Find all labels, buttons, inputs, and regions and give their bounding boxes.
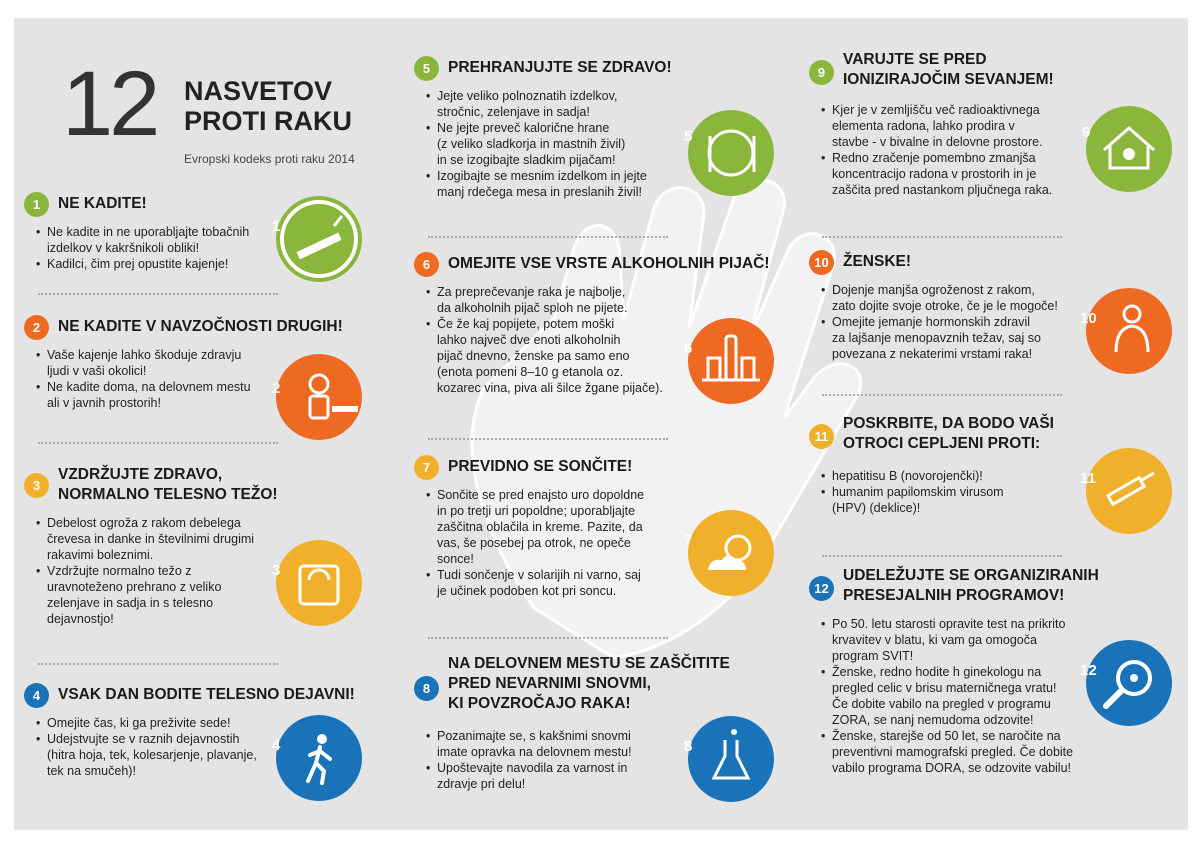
bullet: • Vzdržujte normalno težo z uravnoteženo prehrano z veliko zelenjave in sadja in s telesno dejavnostjo!	[36, 563, 286, 627]
bullet: • Sončite se pred enajsto uro dopoldne in po tretji uri popoldne; uporabljajte zaščitna oblačila in kreme. Pazite, da vas, še posebej pa otrok, ne opeče sonce!	[426, 487, 686, 567]
bullet: • Vaše kajenje lahko škoduje zdravju ljudi v vaši okolici!	[36, 347, 286, 379]
separator	[38, 442, 278, 444]
bullet: • Udejstvujte se v raznih dejavnostih (hitra hoja, tek, kolesarjenje, plavanje, tek na smučeh)!	[36, 731, 286, 779]
tip-title-line: NA DELOVNEM MESTU SE ZAŠČITITE	[448, 655, 730, 672]
syringe-icon	[1080, 448, 1172, 534]
passive-smoking-icon	[272, 354, 362, 440]
tip-title: ŽENSKE!	[843, 253, 912, 270]
tip-title-line: KI POVZROČAJO RAKA!	[448, 695, 631, 712]
alcohol-icon	[684, 318, 774, 404]
bullet: • Ne jejte preveč kalorične hrane (z veliko sladkorja in mastnih živil) in se izogibajte sladkim pijačam!	[426, 120, 676, 168]
tip-title-line: OTROCI CEPLJENI PROTI:	[843, 435, 1041, 452]
tip-number-badge: 1	[24, 192, 49, 217]
bullet: • Upoštevajte navodila za varnost in zdravje pri delu!	[426, 760, 676, 792]
bullet: • Dojenje manjša ogroženost z rakom, zato dojite svoje otroke, če je le mogoče!	[821, 282, 1076, 314]
tip-title-line: VZDRŽUJTE ZDRAVO,	[58, 466, 223, 483]
tip-number-badge: 6	[414, 252, 439, 277]
tip-number-badge: 8	[414, 676, 439, 701]
tip-bullets	[821, 468, 1076, 516]
tip-title: OMEJITE VSE VRSTE ALKOHOLNIH PIJAČ!	[448, 255, 770, 272]
tip-title: PREHRANJUJTE SE ZDRAVO!	[448, 59, 672, 76]
tip-title: PREVIDNO SE SONČITE!	[448, 458, 633, 475]
title-line-2: PROTI RAKU	[184, 106, 352, 136]
tip-number-badge: 4	[24, 683, 49, 708]
tip-number-badge: 11	[809, 424, 834, 449]
circle-number: 5	[684, 128, 693, 145]
circle-number: 9	[1082, 124, 1091, 141]
no-smoking-icon	[272, 196, 362, 282]
bullet: • Po 50. letu starosti opravite test na prikrito krvavitev v blatu, ki vam ga omogoča program SVIT!	[821, 616, 1086, 664]
bullet: • Pozanimajte se, s kakšnimi snovmi imate opravka na delovnem mestu!	[426, 728, 676, 760]
tip-bullets	[36, 224, 296, 272]
bullet: • Jejte veliko polnoznatih izdelkov, stročnic, zelenjave in sadja!	[426, 88, 676, 120]
circle-number: 4	[272, 737, 281, 754]
bullet: • hepatitisu B (novorojenčki)!	[821, 468, 1076, 484]
tip-title: NE KADITE V NAVZOČNOSTI DRUGIH!	[58, 318, 343, 335]
cutlery-icon	[684, 110, 774, 196]
bullet: • Omejite čas, ki ga preživite sede!	[36, 715, 286, 731]
poster-subtitle: Evropski kodeks proti raku 2014	[184, 152, 355, 166]
tip-number-badge: 12	[809, 576, 834, 601]
bullet: • Izogibajte se mesnim izdelkom in jejte manj rdečega mesa in preslanih živil!	[426, 168, 676, 200]
circle-number: 1	[272, 218, 281, 235]
bullet: • Ženske, redno hodite h ginekologu na pregled celic v brisu materničnega vratu! Če dobite vabilo na pregled v programu ZORA, se nanj nemudoma odzovite!	[821, 664, 1086, 728]
separator	[428, 637, 668, 639]
bullet: • Kadilci, čim prej opustite kajenje!	[36, 256, 296, 272]
flask-icon	[684, 716, 774, 802]
bullet: • Tudi sončenje v solarijih ni varno, saj je učinek podoben kot pri soncu.	[426, 567, 686, 599]
bullet: • Ne kadite doma, na delovnem mestu ali v javnih prostorih!	[36, 379, 286, 411]
radiation-house-icon	[1082, 106, 1172, 192]
bullet: • Omejite jemanje hormonskih zdravil za lajšanje menopavznih težav, saj so povezana z nekaterimi vrstami raka!	[821, 314, 1076, 362]
header-number: 12	[62, 53, 157, 155]
poster	[14, 18, 1188, 830]
circle-number: 7	[684, 532, 693, 549]
tip-number-badge: 10	[809, 250, 834, 275]
poster-title	[184, 76, 404, 136]
circle-number: 12	[1080, 662, 1097, 679]
circle-number: 6	[684, 340, 693, 357]
tip-bullets	[821, 102, 1076, 198]
separator	[822, 236, 1062, 238]
tip-bullets	[36, 347, 286, 411]
tip-title-line: POSKRBITE, DA BODO VAŠI	[843, 415, 1054, 432]
bullet: • Redno zračenje pomembno zmanjša koncentracijo radona v prostorih in je zaščita pred nastankom pljučnega raka.	[821, 150, 1076, 198]
title-line-1: NASVETOV	[184, 76, 333, 106]
tip-number-badge: 7	[414, 455, 439, 480]
tip-title-line: PRESEJALNIH PROGRAMOV!	[843, 587, 1065, 604]
scale-icon	[272, 540, 362, 626]
bullet: • Ženske, starejše od 50 let, se naročite na preventivni mamografski pregled. Če dobite vabilo programa DORA, se odzovite vabilu!	[821, 728, 1086, 776]
tip-title: VSAK DAN BODITE TELESNO DEJAVNI!	[58, 686, 355, 703]
tip-bullets	[36, 515, 286, 627]
bullet: • Če že kaj popijete, potem moški lahko največ dve enoti alkoholnih pijač dnevno, ženske pa samo eno (enota pomeni 8–10 g etanola oz. kozarec vina, piva ali šilce žgane pijače).	[426, 316, 686, 396]
separator	[822, 394, 1062, 396]
tip-title-line: UDELEŽUJTE SE ORGANIZIRANIH	[843, 567, 1099, 584]
tip-bullets	[426, 728, 676, 792]
sun-clock-icon	[684, 510, 774, 596]
breastfeeding-icon	[1080, 288, 1172, 374]
separator	[38, 293, 278, 295]
circle-number: 10	[1080, 310, 1097, 327]
tip-number-badge: 9	[809, 60, 834, 85]
circle-number: 2	[272, 380, 281, 397]
tip-title	[843, 50, 1054, 90]
tip-bullets	[821, 616, 1086, 776]
circle-number: 11	[1080, 470, 1096, 487]
tip-bullets	[426, 284, 686, 396]
tip-number-badge: 3	[24, 473, 49, 498]
bullet: • Kjer je v zemljišču več radioaktivnega elementa radona, lahko prodira v stavbe - v bivalne in delovne prostore.	[821, 102, 1076, 150]
separator	[428, 438, 668, 440]
tip-number-badge: 5	[414, 56, 439, 81]
separator	[38, 663, 278, 665]
circle-number: 8	[684, 738, 693, 755]
magnifier-eye-icon	[1080, 640, 1172, 726]
tip-bullets	[426, 88, 676, 200]
tip-bullets	[426, 487, 686, 599]
tip-title: NE KADITE!	[58, 195, 147, 212]
bullet: • Za preprečevanje raka je najbolje, da alkoholnih pijač sploh ne pijete.	[426, 284, 686, 316]
tip-title	[58, 465, 278, 505]
tip-title	[448, 654, 730, 714]
tip-title-line: IONIZIRAJOČIM SEVANJEM!	[843, 71, 1054, 88]
tip-title-line: NORMALNO TELESNO TEŽO!	[58, 486, 278, 503]
tip-title	[843, 566, 1099, 606]
separator	[428, 236, 668, 238]
bullet: • Debelost ogroža z rakom debelega črevesa in danke in številnimi drugimi rakavimi boleznimi.	[36, 515, 286, 563]
walking-person-icon	[272, 715, 362, 801]
tip-title	[843, 414, 1054, 454]
tip-bullets	[36, 715, 286, 779]
tip-title-line: VARUJTE SE PRED	[843, 51, 987, 68]
tip-bullets	[821, 282, 1076, 362]
circle-number: 3	[272, 562, 281, 579]
tip-title-line: PRED NEVARNIMI SNOVMI,	[448, 675, 651, 692]
bullet: • Ne kadite in ne uporabljajte tobačnih izdelkov v kakršnikoli obliki!	[36, 224, 296, 256]
tip-number-badge: 2	[24, 315, 49, 340]
bullet: • humanim papilomskim virusom (HPV) (deklice)!	[821, 484, 1076, 516]
separator	[822, 555, 1062, 557]
